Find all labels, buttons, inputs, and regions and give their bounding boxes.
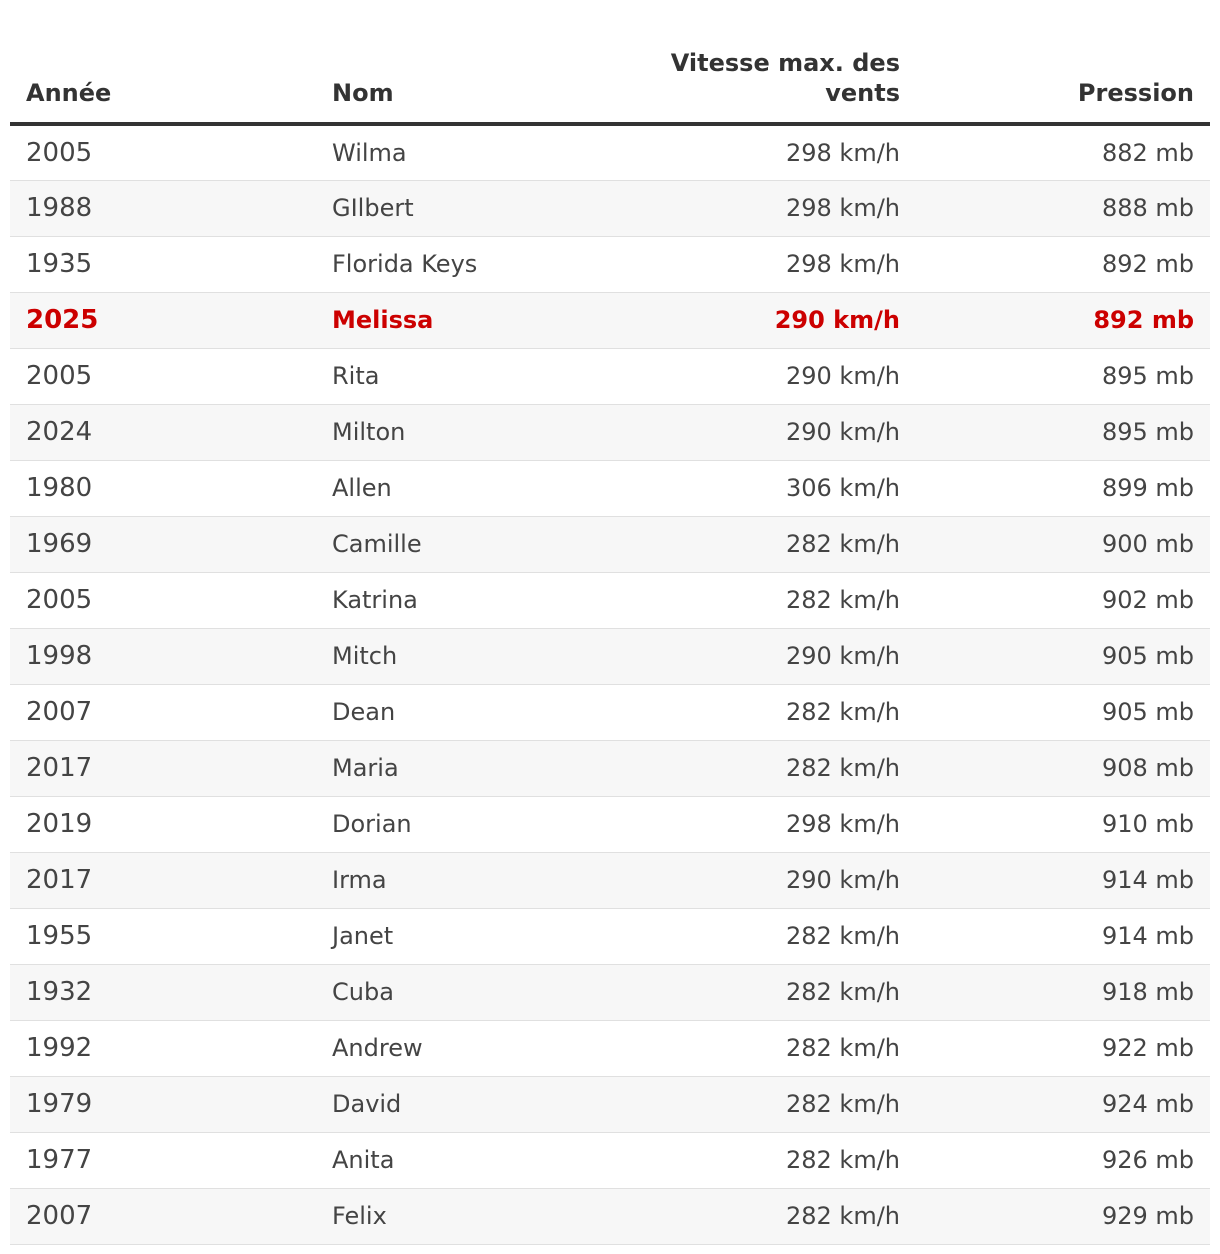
cell-wind-speed: 298 km/h	[622, 236, 916, 292]
cell-pressure: 905 mb	[916, 684, 1210, 740]
table-row	[10, 740, 1210, 796]
cell-pressure: 902 mb	[916, 572, 1210, 628]
cell-pressure: 895 mb	[916, 348, 1210, 404]
cell-name: Dorian	[316, 796, 622, 852]
cell-year: 1977	[10, 1132, 316, 1188]
table-row	[10, 628, 1210, 684]
cell-wind-speed: 290 km/h	[622, 348, 916, 404]
cell-name: Mitch	[316, 628, 622, 684]
cell-wind-speed: 290 km/h	[622, 852, 916, 908]
table-row	[10, 460, 1210, 516]
cell-year: 2025	[10, 292, 316, 348]
cell-pressure: 922 mb	[916, 1020, 1210, 1076]
cell-name: Felix	[316, 1188, 622, 1244]
cell-year: 1955	[10, 908, 316, 964]
header-wind-speed[interactable]: Vitesse max. des vents	[622, 0, 916, 124]
cell-pressure: 882 mb	[916, 124, 1210, 180]
cell-year: 2017	[10, 740, 316, 796]
cell-wind-speed: 282 km/h	[622, 1020, 916, 1076]
table-row	[10, 684, 1210, 740]
cell-name: Anita	[316, 1132, 622, 1188]
table-row	[10, 1188, 1210, 1244]
cell-pressure: 895 mb	[916, 404, 1210, 460]
cell-wind-speed: 282 km/h	[622, 1188, 916, 1244]
table-row	[10, 1132, 1210, 1188]
cell-wind-speed: 298 km/h	[622, 796, 916, 852]
table-row	[10, 516, 1210, 572]
cell-name: Wilma	[316, 124, 622, 180]
table-row	[10, 348, 1210, 404]
cell-name: Dean	[316, 684, 622, 740]
cell-pressure: 929 mb	[916, 1188, 1210, 1244]
cell-pressure: 918 mb	[916, 964, 1210, 1020]
cell-name: David	[316, 1076, 622, 1132]
cell-wind-speed: 282 km/h	[622, 1076, 916, 1132]
cell-name: Camille	[316, 516, 622, 572]
cell-wind-speed: 290 km/h	[622, 628, 916, 684]
hurricane-table-container	[10, 0, 1210, 1245]
cell-wind-speed: 282 km/h	[622, 964, 916, 1020]
cell-year: 1992	[10, 1020, 316, 1076]
cell-name: Irma	[316, 852, 622, 908]
cell-wind-speed: 282 km/h	[622, 908, 916, 964]
cell-year: 2019	[10, 796, 316, 852]
cell-pressure: 899 mb	[916, 460, 1210, 516]
cell-pressure: 900 mb	[916, 516, 1210, 572]
cell-pressure: 914 mb	[916, 852, 1210, 908]
cell-year: 2024	[10, 404, 316, 460]
header-year[interactable]: Année	[10, 0, 316, 124]
cell-year: 1979	[10, 1076, 316, 1132]
cell-name: Janet	[316, 908, 622, 964]
cell-year: 2007	[10, 684, 316, 740]
cell-wind-speed: 282 km/h	[622, 740, 916, 796]
cell-name: Andrew	[316, 1020, 622, 1076]
cell-wind-speed: 290 km/h	[622, 404, 916, 460]
cell-pressure: 892 mb	[916, 236, 1210, 292]
table-row	[10, 1076, 1210, 1132]
cell-wind-speed: 298 km/h	[622, 124, 916, 180]
cell-name: Katrina	[316, 572, 622, 628]
table-row	[10, 124, 1210, 180]
cell-name: Rita	[316, 348, 622, 404]
cell-pressure: 926 mb	[916, 1132, 1210, 1188]
cell-name: Maria	[316, 740, 622, 796]
header-row	[10, 0, 1210, 124]
table-row-highlighted	[10, 292, 1210, 348]
cell-year: 1935	[10, 236, 316, 292]
cell-wind-speed: 282 km/h	[622, 572, 916, 628]
cell-year: 2005	[10, 124, 316, 180]
cell-name: Allen	[316, 460, 622, 516]
cell-pressure: 905 mb	[916, 628, 1210, 684]
cell-wind-speed: 290 km/h	[622, 292, 916, 348]
cell-name: Florida Keys	[316, 236, 622, 292]
table-row	[10, 1020, 1210, 1076]
cell-pressure: 914 mb	[916, 908, 1210, 964]
table-row	[10, 572, 1210, 628]
cell-year: 1969	[10, 516, 316, 572]
cell-name: Melissa	[316, 292, 622, 348]
cell-year: 1988	[10, 180, 316, 236]
table-row	[10, 404, 1210, 460]
cell-year: 2017	[10, 852, 316, 908]
table-row	[10, 236, 1210, 292]
cell-wind-speed: 298 km/h	[622, 180, 916, 236]
cell-year: 2005	[10, 572, 316, 628]
cell-wind-speed: 282 km/h	[622, 1132, 916, 1188]
header-pressure[interactable]: Pression	[916, 0, 1210, 124]
cell-year: 2005	[10, 348, 316, 404]
cell-pressure: 910 mb	[916, 796, 1210, 852]
cell-name: Milton	[316, 404, 622, 460]
table-row	[10, 964, 1210, 1020]
cell-pressure: 908 mb	[916, 740, 1210, 796]
cell-pressure: 892 mb	[916, 292, 1210, 348]
table-row	[10, 908, 1210, 964]
cell-pressure: 888 mb	[916, 180, 1210, 236]
cell-year: 1932	[10, 964, 316, 1020]
table-row	[10, 796, 1210, 852]
cell-year: 2007	[10, 1188, 316, 1244]
cell-name: Cuba	[316, 964, 622, 1020]
cell-year: 1980	[10, 460, 316, 516]
table-body	[10, 124, 1210, 1244]
table-row	[10, 180, 1210, 236]
cell-name: GIlbert	[316, 180, 622, 236]
cell-wind-speed: 282 km/h	[622, 684, 916, 740]
cell-year: 1998	[10, 628, 316, 684]
table-row	[10, 852, 1210, 908]
header-name[interactable]: Nom	[316, 0, 622, 124]
cell-wind-speed: 282 km/h	[622, 516, 916, 572]
cell-pressure: 924 mb	[916, 1076, 1210, 1132]
cell-wind-speed: 306 km/h	[622, 460, 916, 516]
hurricane-table	[10, 0, 1210, 1245]
table-header	[10, 0, 1210, 124]
